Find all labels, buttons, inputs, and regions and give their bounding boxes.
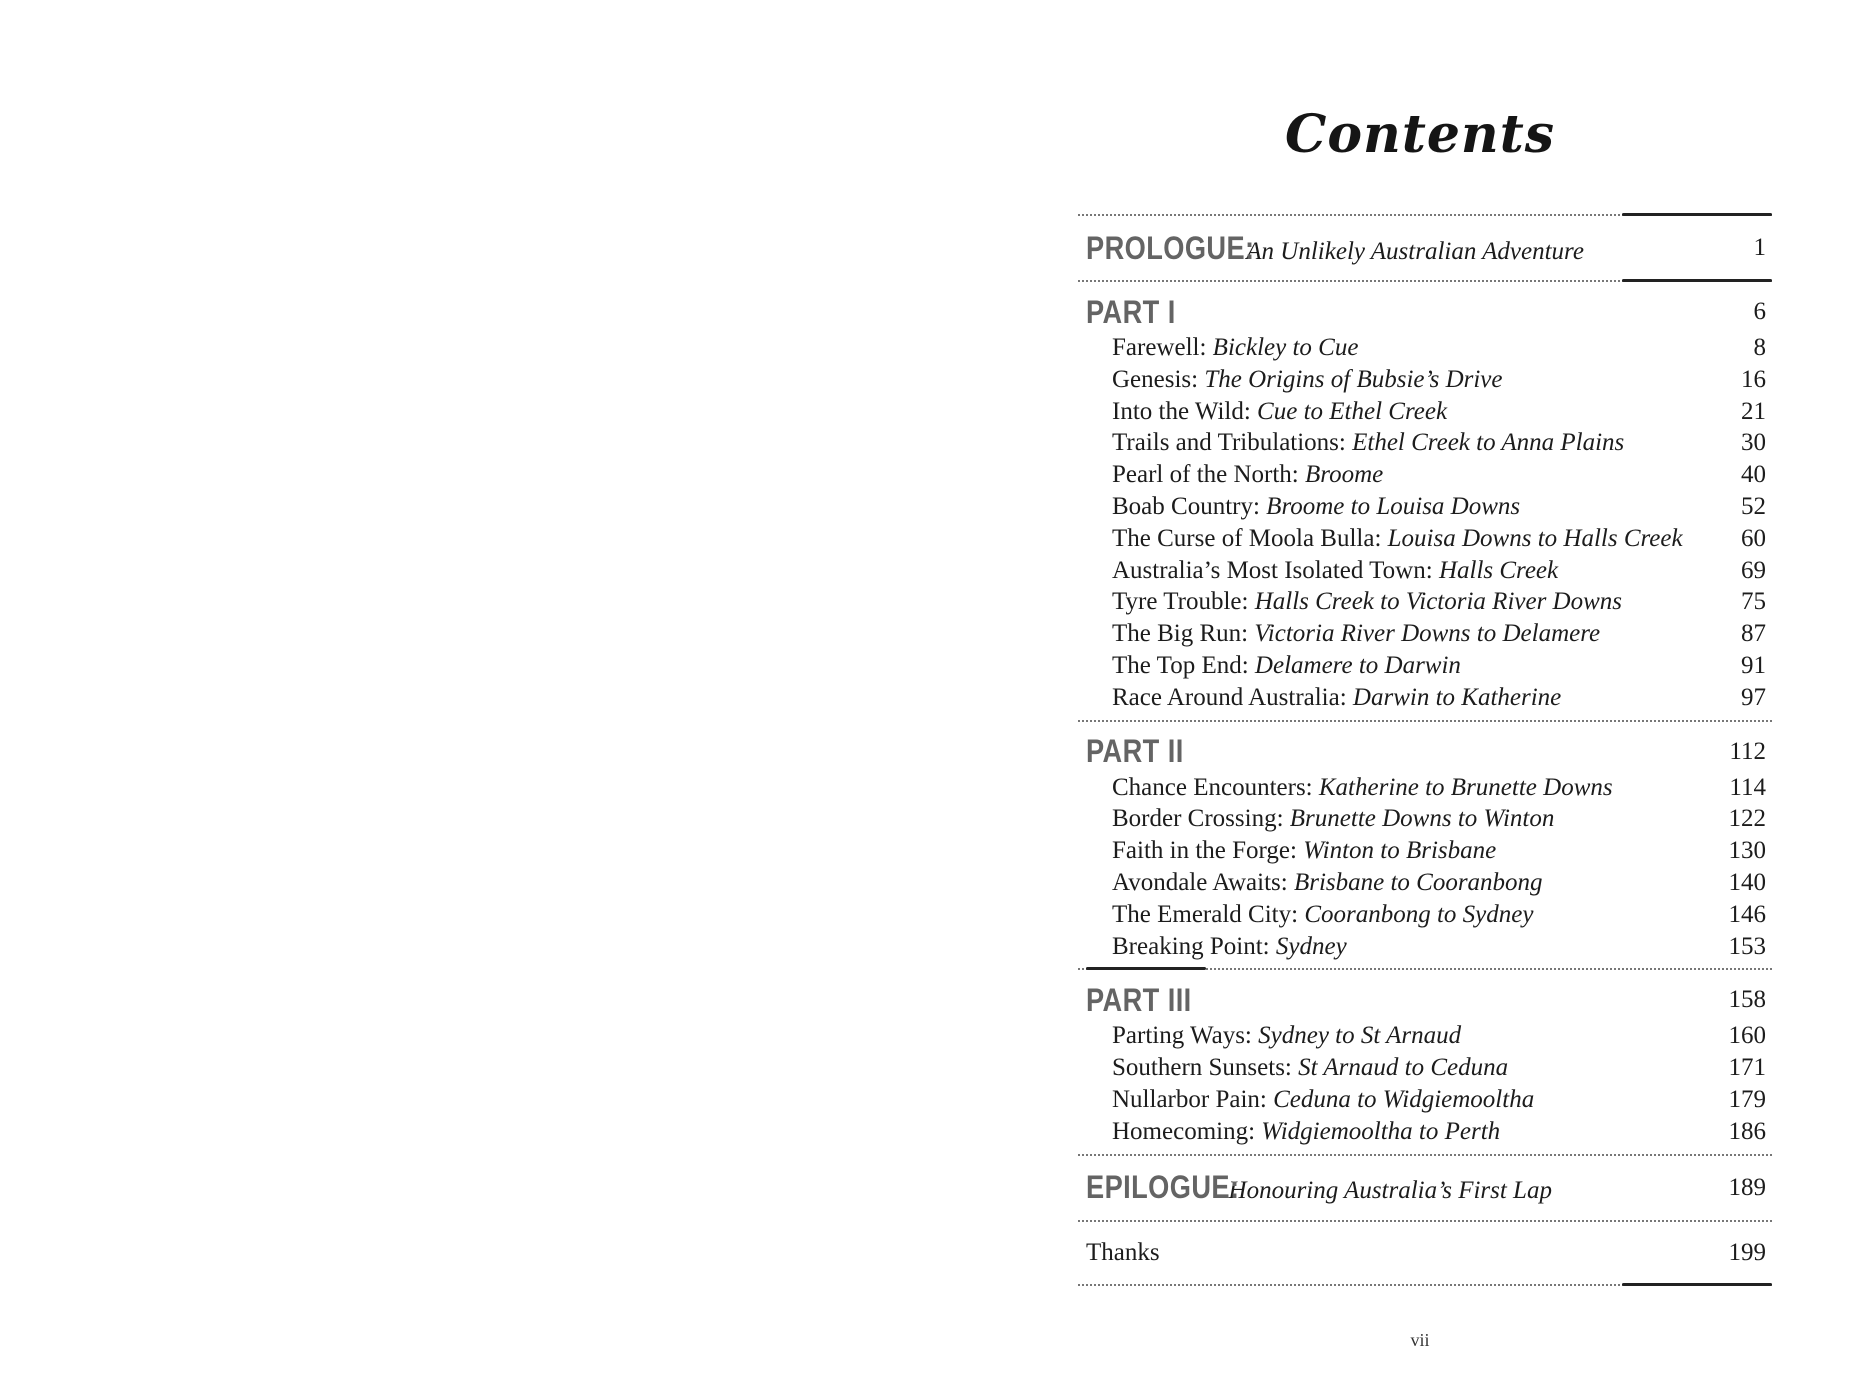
- toc-entry[interactable]: [1078, 899, 1772, 931]
- part-1-page: 6: [1753, 298, 1766, 325]
- contents-page: [1070, 0, 1770, 1399]
- toc-entry[interactable]: [1078, 523, 1772, 555]
- entry-title: Trails and Tribulations:: [1112, 429, 1346, 457]
- entry-page: 75: [1741, 588, 1766, 616]
- divider: [1078, 280, 1772, 282]
- entry-page: 179: [1728, 1085, 1766, 1113]
- toc-part-2[interactable]: [1078, 732, 1772, 772]
- entry-route: Victoria River Downs to Delamere: [1254, 620, 1601, 648]
- part-2-page: 112: [1729, 737, 1766, 765]
- entry-title: Boab Country:: [1112, 492, 1260, 520]
- entry-title: Farewell:: [1112, 334, 1207, 361]
- entry-route: Ethel Creek to Anna Plains: [1352, 429, 1625, 457]
- entry-page: 171: [1728, 1054, 1766, 1082]
- entry-page: 160: [1728, 1022, 1766, 1050]
- entry-page: 140: [1728, 868, 1766, 896]
- part-2-section: [1078, 732, 1772, 969]
- thanks-label: Thanks: [1086, 1238, 1160, 1266]
- entry-text: [1112, 459, 1383, 491]
- entry-title: Breaking Point:: [1112, 932, 1270, 960]
- entry-route: Halls Creek to Victoria River Downs: [1254, 588, 1623, 616]
- entry-route: Louisa Downs to Halls Creek: [1387, 524, 1683, 552]
- entry-page: 97: [1741, 683, 1766, 711]
- entry-text: [1112, 396, 1447, 428]
- part-1-label: PART I: [1086, 293, 1176, 330]
- thanks-page: 199: [1728, 1238, 1766, 1266]
- entry-text: [1112, 867, 1543, 899]
- entry-page: 16: [1741, 365, 1766, 393]
- entry-title: The Curse of Moola Bulla:: [1112, 524, 1382, 552]
- entry-title: The Big Run:: [1112, 620, 1249, 648]
- part-3-page: 158: [1728, 986, 1766, 1014]
- divider: [1078, 968, 1772, 970]
- entry-page: 122: [1728, 805, 1766, 833]
- toc-entry[interactable]: [1078, 772, 1772, 804]
- entry-route: Broome to Louisa Downs: [1266, 492, 1521, 520]
- entry-text: [1112, 650, 1461, 682]
- entry-route: Delamere to Darwin: [1254, 651, 1461, 679]
- toc-entry[interactable]: [1078, 618, 1772, 650]
- epilogue-subtitle: Honouring Australia’s First Lap: [1228, 1177, 1552, 1205]
- entry-page: 60: [1741, 524, 1766, 552]
- toc-entry[interactable]: [1078, 682, 1772, 714]
- prologue-subtitle: An Unlikely Australian Adventure: [1246, 237, 1584, 265]
- prologue-page: 1: [1753, 234, 1766, 261]
- toc-entry[interactable]: [1078, 931, 1772, 963]
- entry-route: The Origins of Bubsie’s Drive: [1204, 365, 1503, 393]
- entry-title: Tyre Trouble:: [1112, 588, 1249, 616]
- toc-entry[interactable]: [1078, 491, 1772, 523]
- toc-epilogue[interactable]: [1078, 1156, 1772, 1220]
- entry-title: The Top End:: [1112, 651, 1249, 679]
- entry-route: Cooranbong to Sydney: [1304, 900, 1534, 928]
- entry-text: [1112, 931, 1347, 963]
- entry-title: The Emerald City:: [1112, 900, 1299, 928]
- entry-route: Darwin to Katherine: [1352, 683, 1562, 711]
- entry-text: [1112, 1116, 1500, 1148]
- entry-title: Pearl of the North:: [1112, 461, 1299, 489]
- toc-entry[interactable]: [1078, 1116, 1772, 1148]
- entry-route: Bickley to Cue: [1212, 334, 1359, 361]
- entry-text: [1112, 1020, 1461, 1052]
- entry-route: Sydney: [1275, 932, 1347, 960]
- entry-text: [1112, 586, 1622, 618]
- entry-text: [1112, 618, 1600, 650]
- toc-part-3[interactable]: [1078, 980, 1772, 1020]
- entry-text: [1112, 899, 1533, 931]
- entry-page: 40: [1741, 461, 1766, 489]
- part-3-label: PART III: [1086, 981, 1192, 1018]
- entry-page: 114: [1729, 773, 1766, 801]
- entry-page: 52: [1741, 492, 1766, 520]
- entry-page: 186: [1728, 1117, 1766, 1145]
- entry-title: Faith in the Forge:: [1112, 837, 1297, 865]
- toc-entry[interactable]: [1078, 364, 1772, 396]
- entry-title: Border Crossing:: [1112, 805, 1284, 833]
- toc-entry[interactable]: [1078, 1020, 1772, 1052]
- page-title: Contents: [1284, 104, 1556, 165]
- entry-text: [1112, 523, 1683, 555]
- prologue-label: PROLOGUE:: [1086, 229, 1255, 266]
- page-number: vii: [1410, 1330, 1430, 1350]
- entry-title: Avondale Awaits:: [1112, 868, 1288, 896]
- toc-entry[interactable]: [1078, 459, 1772, 491]
- entry-route: Brisbane to Cooranbong: [1293, 868, 1543, 896]
- entry-page: 153: [1728, 932, 1766, 960]
- entry-page: 21: [1741, 397, 1766, 425]
- entry-text: [1112, 682, 1561, 714]
- toc-part-1[interactable]: [1078, 292, 1772, 332]
- entry-route: Broome: [1305, 461, 1384, 489]
- entry-route: Ceduna to Widgiemooltha: [1273, 1085, 1535, 1113]
- entry-page: 146: [1728, 900, 1766, 928]
- entry-text: [1112, 835, 1496, 867]
- toc-entry[interactable]: [1078, 555, 1772, 587]
- entry-route: Cue to Ethel Creek: [1257, 397, 1448, 425]
- toc-prologue[interactable]: [1078, 216, 1772, 280]
- entry-text: [1112, 772, 1613, 804]
- epilogue-label: EPILOGUE:: [1086, 1169, 1240, 1206]
- entry-text: [1112, 1084, 1534, 1116]
- part-2-label: PART II: [1086, 733, 1184, 770]
- toc-entry[interactable]: [1078, 650, 1772, 682]
- entry-route: Halls Creek: [1438, 556, 1559, 584]
- entry-route: St Arnaud to Ceduna: [1298, 1054, 1509, 1082]
- part-3-section: [1078, 980, 1772, 1153]
- divider: [1078, 720, 1772, 722]
- entry-text: [1112, 1052, 1508, 1084]
- entry-route: Sydney to St Arnaud: [1258, 1022, 1462, 1050]
- entry-title: Australia’s Most Isolated Town:: [1112, 556, 1433, 584]
- table-of-contents: [1078, 214, 1772, 1286]
- toc-entry[interactable]: [1078, 1084, 1772, 1116]
- entry-title: Into the Wild:: [1112, 397, 1251, 425]
- entry-text: [1112, 427, 1624, 459]
- entry-page: 8: [1753, 334, 1766, 361]
- entry-title: Southern Sunsets:: [1112, 1054, 1292, 1082]
- entry-route: Brunette Downs to Winton: [1289, 805, 1555, 833]
- toc-entry[interactable]: [1078, 1052, 1772, 1084]
- toc-entry[interactable]: [1078, 867, 1772, 899]
- entry-text: [1112, 332, 1358, 364]
- entry-title: Genesis:: [1112, 365, 1199, 393]
- toc-entry[interactable]: [1078, 835, 1772, 867]
- entry-title: Nullarbor Pain:: [1112, 1085, 1267, 1113]
- toc-thanks[interactable]: [1078, 1222, 1772, 1284]
- entry-title: Chance Encounters:: [1112, 773, 1313, 801]
- entry-page: 30: [1741, 429, 1766, 457]
- entry-text: [1112, 555, 1558, 587]
- toc-entry[interactable]: [1078, 803, 1772, 835]
- entry-page: 69: [1741, 556, 1766, 584]
- entry-route: Winton to Brisbane: [1303, 837, 1497, 865]
- toc-entry[interactable]: [1078, 396, 1772, 428]
- entry-page: 130: [1728, 837, 1766, 865]
- entry-text: [1112, 491, 1520, 523]
- part-1-section: [1078, 292, 1772, 720]
- epilogue-page: 189: [1728, 1173, 1766, 1201]
- entry-text: [1112, 364, 1503, 396]
- entry-title: Homecoming:: [1112, 1117, 1256, 1145]
- entry-route: Widgiemooltha to Perth: [1261, 1117, 1501, 1145]
- entry-page: 87: [1741, 620, 1766, 648]
- entry-title: Parting Ways:: [1112, 1022, 1252, 1050]
- toc-entry[interactable]: [1078, 427, 1772, 459]
- entry-title: Race Around Australia:: [1112, 683, 1347, 711]
- toc-entry[interactable]: [1078, 586, 1772, 618]
- entry-page: 91: [1741, 651, 1766, 679]
- toc-entry[interactable]: [1078, 332, 1772, 364]
- divider: [1078, 1284, 1772, 1286]
- entry-route: Katherine to Brunette Downs: [1318, 773, 1613, 801]
- entry-text: [1112, 803, 1554, 835]
